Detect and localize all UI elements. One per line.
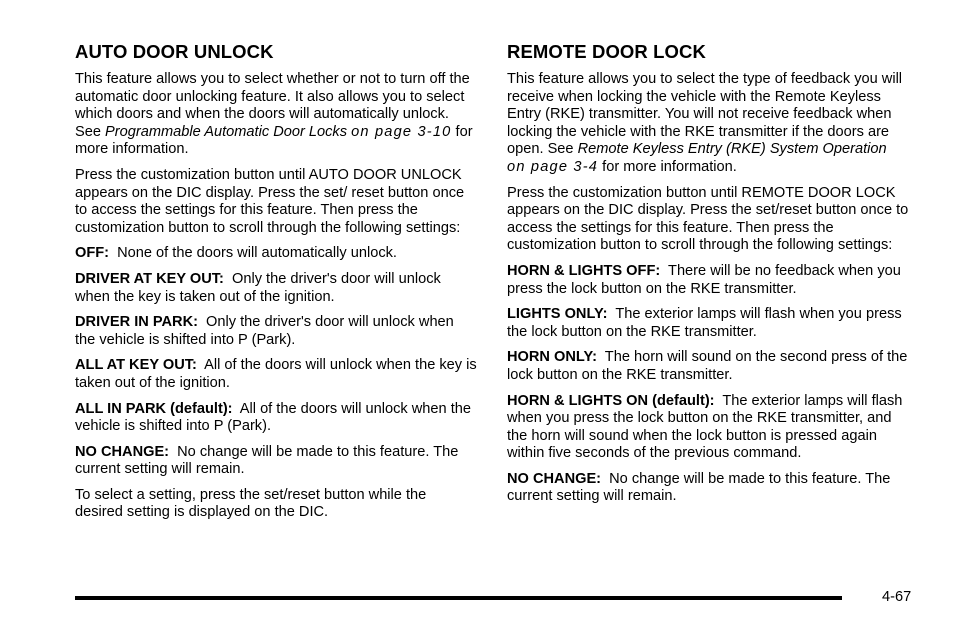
setting-item	[507, 349, 909, 384]
setting-term: HORN & LIGHTS OFF:	[507, 262, 661, 279]
setting-item	[75, 401, 477, 436]
cross-reference-link[interactable]	[105, 124, 451, 140]
setting-item	[75, 245, 477, 263]
cross-reference-page: on page 3-10	[351, 123, 452, 140]
setting-term: HORN & LIGHTS ON (default):	[507, 392, 715, 409]
setting-term: LIGHTS ONLY:	[507, 306, 608, 323]
setting-description: Only the driver's door will unlock when the key is taken out of the ignition.	[75, 270, 441, 305]
setting-term: ALL IN PARK (default):	[75, 400, 233, 417]
setting-term: NO CHANGE:	[75, 443, 170, 460]
setting-description: The exterior lamps will flash when you press the lock button on the RKE transmitter, and the horn will sound when the lock button is pressed again within five seconds of the previous command.	[507, 392, 903, 462]
left-column	[75, 40, 477, 530]
setting-item	[75, 357, 477, 392]
intro-text: This feature allows you to select the type of feedback you will receive when locking the vehicle with the Remote Keyless Entry (RKE) transmitter. You will not receive feedback when locking the vehicle with the RKE transmitter if the doors are open. See	[507, 71, 903, 158]
footer-rule	[75, 596, 842, 600]
section-heading-remote-door-lock: REMOTE DOOR LOCK	[507, 41, 706, 62]
page-number: 4-67	[882, 589, 912, 605]
cross-reference-title: Programmable Automatic Door Locks	[105, 123, 352, 140]
setting-term: NO CHANGE:	[507, 470, 602, 487]
setting-description: All of the doors will unlock when the key is taken out of the ignition.	[75, 357, 477, 391]
setting-term: DRIVER AT KEY OUT:	[75, 270, 224, 287]
intro-paragraph	[75, 71, 477, 159]
setting-description: No change will be made to this feature. The current setting will remain.	[75, 443, 459, 478]
setting-item	[507, 393, 909, 463]
setting-description: Only the driver's door will unlock when the vehicle is shifted into P (Park).	[75, 314, 454, 348]
setting-description: All of the doors will unlock when the vehicle is shifted into P (Park).	[75, 400, 471, 435]
setting-description: There will be no feedback when you press the lock button on the RKE transmitter.	[507, 262, 901, 297]
intro-paragraph	[507, 71, 909, 177]
setting-term: DRIVER IN PARK:	[75, 314, 198, 331]
intro-text: This feature allows you to select whether or not to turn off the automatic door unlocking feature. It also allows you to select which doors and when the doors will automatically unlock. See	[75, 71, 470, 140]
section-heading-auto-door-unlock: AUTO DOOR UNLOCK	[75, 41, 274, 62]
setting-item	[507, 471, 909, 506]
intro-text-end: for more information.	[75, 123, 473, 158]
setting-description: The exterior lamps will flash when you press the lock button on the RKE transmitter.	[507, 306, 902, 340]
setting-term: ALL AT KEY OUT:	[75, 357, 197, 374]
closing-paragraph: To select a setting, press the set/reset button while the desired setting is displayed on the DIC.	[75, 486, 427, 521]
setting-term: HORN ONLY:	[507, 349, 597, 366]
setting-item	[507, 306, 909, 341]
setting-term: OFF:	[75, 245, 110, 262]
setting-item	[75, 314, 477, 349]
cross-reference-page: on page 3-4	[507, 158, 599, 175]
instructions-paragraph: Press the customization button until REMOTE DOOR LOCK appears on the DIC display. Press the set/reset button once to access the settings for this feature. Then press the customization button to scroll through the following settings:	[507, 184, 909, 254]
intro-text-end: for more information.	[598, 158, 737, 175]
right-column	[507, 40, 909, 514]
setting-description: No change will be made to this feature. The current setting will remain.	[507, 470, 891, 505]
setting-description: None of the doors will automatically unlock.	[117, 245, 397, 262]
instructions-paragraph: Press the customization button until AUTO DOOR UNLOCK appears on the DIC display. Press the set/ reset button once to access the settings for this feature. Then press the customization button to scroll through the following settings:	[75, 166, 465, 236]
setting-description: The horn will sound on the second press of the lock button on the RKE transmitter.	[507, 349, 908, 383]
setting-item	[75, 444, 477, 479]
cross-reference-title: Remote Keyless Entry (RKE) System Operation	[577, 141, 887, 158]
setting-item	[507, 263, 909, 298]
setting-item	[75, 271, 477, 306]
